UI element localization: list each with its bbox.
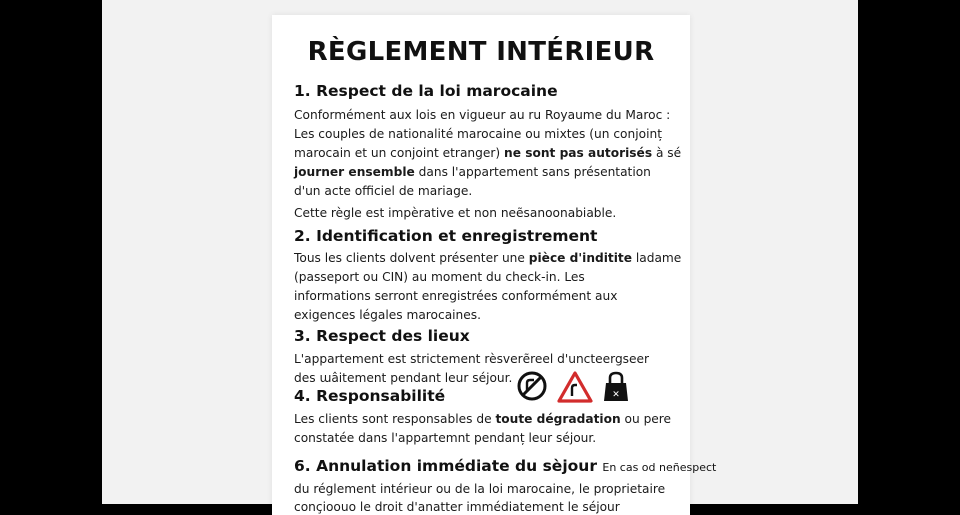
text-segment: Les clients sont responsables de	[294, 412, 496, 426]
text-segment: ladame	[632, 251, 682, 265]
text-segment: ou pere	[620, 412, 672, 426]
warning-icons-row	[516, 370, 626, 404]
section-4-line-1	[294, 412, 671, 426]
section-1-line-3	[294, 146, 681, 160]
bold-segment: ne sont pas autorisés	[504, 146, 653, 160]
bold-segment: toute dégradation	[495, 412, 621, 426]
section-4-heading: 4. Responsabilité	[294, 387, 446, 405]
locked-bag-icon	[602, 370, 630, 404]
text-segment: dans l'appartement sans présentation	[414, 165, 651, 179]
section-1-heading: 1. Respect de la loi marocaine	[294, 82, 558, 100]
section-1-line-6: Cette règle est impèrative et non neẽsanoonabiable.	[294, 206, 617, 220]
svg-text:✕: ✕	[612, 390, 620, 400]
document-title: RÈGLEMENT INTÉRIEUR	[307, 37, 655, 67]
bold-segment: pièce d'inditite	[528, 251, 632, 265]
section-1-line-5: d'un acte officiel de mariage.	[294, 184, 473, 198]
section-3-heading: 3. Respect des lieux	[294, 327, 470, 345]
section-6-line-1: du réglement intérieur ou de la loi marocaine, le proprietaire	[294, 482, 666, 496]
section-6-line-2: conçioouo le droit d'anatter immédiatement le séjour	[294, 500, 620, 514]
section-1-line-1: Conformément aux lois en vigueur au ru Royaume du Maroc :	[294, 108, 671, 122]
left-black-bar	[0, 0, 102, 504]
no-entry-icon	[516, 370, 548, 402]
right-black-bar	[858, 0, 960, 504]
section-6-heading	[294, 457, 716, 475]
section-6-heading-text: 6. Annulation immédiate du sèjour	[294, 457, 597, 475]
section-6-heading-tail: En cas od neñespect	[602, 461, 717, 474]
bold-segment: journer ensemble	[294, 165, 415, 179]
section-3-line-2: des ɯâitement pendant leur séjour.	[294, 371, 513, 385]
section-2-line-1	[294, 251, 681, 265]
section-1-line-2: Les couples de nationalité marocaine ou mixtes (un conjoinț	[294, 127, 662, 141]
section-2-line-3: informations serront enregistrées conformément aux	[294, 289, 618, 303]
warning-triangle-icon	[556, 370, 594, 404]
text-segment: marocain et un conjoint etranger)	[294, 146, 505, 160]
section-2-line-4: exigences légales marocaines.	[294, 308, 482, 322]
text-segment: à sé	[652, 146, 682, 160]
section-2-line-2: (passeport ou CIN) au moment du check-in. Les	[294, 270, 585, 284]
rules-sheet	[272, 15, 717, 515]
section-3-line-1: L'appartement est strictement rèsverẽreel d'uncteergseer	[294, 352, 650, 366]
text-segment: Tous les clients dolvent présenter une	[294, 251, 529, 265]
section-2-heading: 2. Identification et enregistrement	[294, 227, 598, 245]
section-1-line-4	[294, 165, 651, 179]
section-4-line-2: constatée dans l'appartemnt pendanț leur séjour.	[294, 431, 597, 445]
